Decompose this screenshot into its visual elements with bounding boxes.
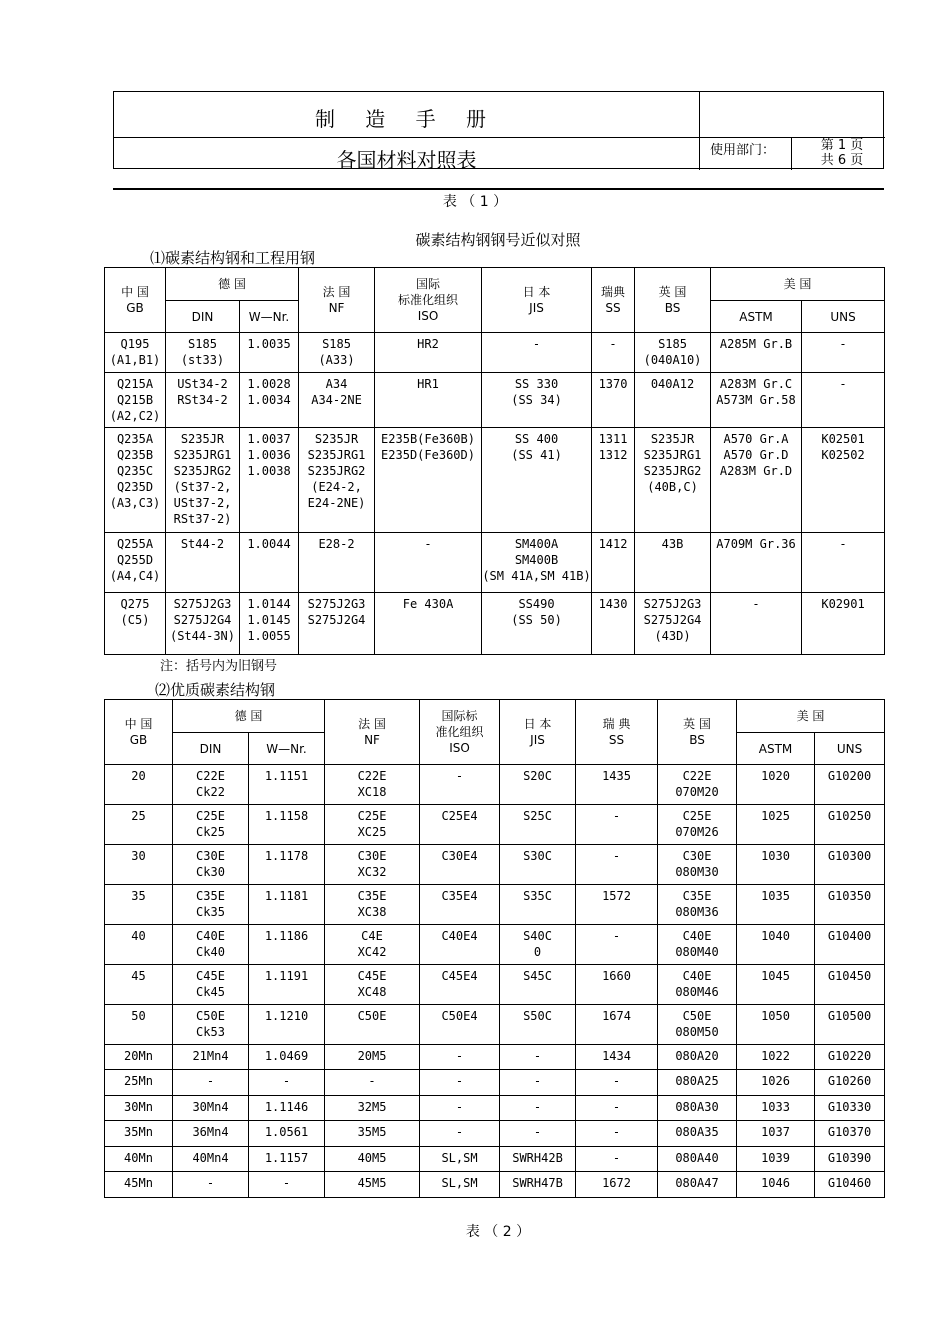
nf-grade-cell: S185 (A33) bbox=[299, 333, 375, 373]
jis-grade-cell: S30C bbox=[500, 845, 576, 885]
table-1-caption: 表 （ 1 ） bbox=[442, 194, 508, 210]
din-grade-cell: 40Mn4 bbox=[173, 1147, 249, 1172]
header-germany: 德 国 bbox=[166, 268, 299, 301]
table-row bbox=[105, 965, 885, 1005]
iso-grade-cell: SL,SM bbox=[420, 1147, 500, 1172]
uns-number-cell: G10300 bbox=[815, 845, 885, 885]
ss-grade-cell: 1311 1312 bbox=[592, 428, 635, 533]
astm-grade-cell: 1033 bbox=[737, 1096, 815, 1121]
astm-grade-cell: A709M Gr.36 bbox=[711, 533, 802, 593]
jis-grade-cell: S40C 0 bbox=[500, 925, 576, 965]
astm-grade-cell: 1026 bbox=[737, 1070, 815, 1096]
bs-grade-cell: 080A47 bbox=[658, 1172, 737, 1198]
wnr-number-cell: 1.1181 bbox=[249, 885, 325, 925]
gb-grade-cell: Q255A Q255D (A4,C4) bbox=[105, 533, 166, 593]
header-din: DIN bbox=[166, 301, 240, 333]
header-astm: ASTM bbox=[737, 733, 815, 765]
jis-grade-cell: - bbox=[500, 1045, 576, 1070]
bs-grade-cell: 080A20 bbox=[658, 1045, 737, 1070]
table-row bbox=[105, 428, 885, 533]
astm-grade-cell: 1046 bbox=[737, 1172, 815, 1198]
page-info bbox=[799, 138, 885, 168]
ss-grade-cell: - bbox=[576, 1096, 658, 1121]
table-row bbox=[105, 1172, 885, 1198]
bs-grade-cell: S275J2G3 S275J2G4 (43D) bbox=[635, 593, 711, 655]
wnr-number-cell: 1.1151 bbox=[249, 765, 325, 805]
header-astm: ASTM bbox=[711, 301, 802, 333]
iso-grade-cell: E235B(Fe360B) E235D(Fe360D) bbox=[375, 428, 482, 533]
ss-grade-cell: - bbox=[592, 333, 635, 373]
gb-grade-cell: Q235A Q235B Q235C Q235D (A3,C3) bbox=[105, 428, 166, 533]
bs-grade-cell: C22E 070M20 bbox=[658, 765, 737, 805]
wnr-number-cell: 1.1186 bbox=[249, 925, 325, 965]
table-row bbox=[105, 925, 885, 965]
header-nf: 法 国 NF bbox=[299, 268, 375, 333]
gb-grade-cell: Q275 (C5) bbox=[105, 593, 166, 655]
document-header bbox=[113, 91, 884, 172]
nf-grade-cell: 40M5 bbox=[325, 1147, 420, 1172]
astm-grade-cell: 1020 bbox=[737, 765, 815, 805]
jis-grade-cell: - bbox=[500, 1096, 576, 1121]
astm-grade-cell: 1040 bbox=[737, 925, 815, 965]
iso-grade-cell: C35E4 bbox=[420, 885, 500, 925]
ss-grade-cell: - bbox=[576, 1147, 658, 1172]
table-row bbox=[105, 333, 885, 373]
bs-grade-cell: C35E 080M36 bbox=[658, 885, 737, 925]
iso-grade-cell: C45E4 bbox=[420, 965, 500, 1005]
astm-grade-cell: A570 Gr.A A570 Gr.D A283M Gr.D bbox=[711, 428, 802, 533]
header-gb: 中 国 GB bbox=[105, 268, 166, 333]
section-2-title: ⑵优质碳素结构钢 bbox=[155, 681, 276, 699]
uns-number-cell: G10220 bbox=[815, 1045, 885, 1070]
ss-grade-cell: - bbox=[576, 845, 658, 885]
jis-grade-cell: S35C bbox=[500, 885, 576, 925]
nf-grade-cell: C45E XC48 bbox=[325, 965, 420, 1005]
header-jis: 日 本 JIS bbox=[482, 268, 592, 333]
din-grade-cell: - bbox=[173, 1172, 249, 1198]
uns-number-cell: K02501 K02502 bbox=[802, 428, 885, 533]
table-row bbox=[105, 533, 885, 593]
din-grade-cell: USt34-2 RSt34-2 bbox=[166, 373, 240, 428]
ss-grade-cell: 1674 bbox=[576, 1005, 658, 1045]
astm-grade-cell: 1030 bbox=[737, 845, 815, 885]
wnr-number-cell: - bbox=[249, 1172, 325, 1198]
bs-grade-cell: 43B bbox=[635, 533, 711, 593]
header-ss: 瑞 典 SS bbox=[576, 700, 658, 765]
jis-grade-cell: SS490 (SS 50) bbox=[482, 593, 592, 655]
gb-grade-cell: 25Mn bbox=[105, 1070, 173, 1096]
header-usa: 美 国 bbox=[711, 268, 885, 301]
table-2-caption: 表 （ 2 ） bbox=[465, 1224, 531, 1240]
nf-grade-cell: S235JR S235JRG1 S235JRG2 (E24-2, E24-2NE) bbox=[299, 428, 375, 533]
header-rule bbox=[113, 188, 884, 190]
din-grade-cell: St44-2 bbox=[166, 533, 240, 593]
table-row bbox=[105, 1147, 885, 1172]
uns-number-cell: G10330 bbox=[815, 1096, 885, 1121]
table-row bbox=[105, 373, 885, 428]
table-1-note: 注：括号内为旧钢号 bbox=[160, 659, 278, 674]
astm-grade-cell: A283M Gr.C A573M Gr.58 bbox=[711, 373, 802, 428]
jis-grade-cell: SS 330 (SS 34) bbox=[482, 373, 592, 428]
iso-grade-cell: - bbox=[420, 1096, 500, 1121]
bs-grade-cell: C25E 070M26 bbox=[658, 805, 737, 845]
table-row bbox=[105, 1121, 885, 1147]
astm-grade-cell: 1050 bbox=[737, 1005, 815, 1045]
header-bs: 英 国 BS bbox=[658, 700, 737, 765]
jis-grade-cell: - bbox=[482, 333, 592, 373]
header-iso: 国际标 准化组织 ISO bbox=[420, 700, 500, 765]
bs-grade-cell: C30E 080M30 bbox=[658, 845, 737, 885]
jis-grade-cell: S20C bbox=[500, 765, 576, 805]
table-row bbox=[105, 1045, 885, 1070]
wnr-number-cell: - bbox=[249, 1070, 325, 1096]
document-title: 各国材料对照表 bbox=[336, 148, 477, 172]
ss-grade-cell: - bbox=[576, 1121, 658, 1147]
wnr-number-cell: 1.1146 bbox=[249, 1096, 325, 1121]
nf-grade-cell: A34 A34-2NE bbox=[299, 373, 375, 428]
din-grade-cell: S275J2G3 S275J2G4 (St44-3N) bbox=[166, 593, 240, 655]
gb-grade-cell: Q215A Q215B (A2,C2) bbox=[105, 373, 166, 428]
wnr-number-cell: 1.1210 bbox=[249, 1005, 325, 1045]
jis-grade-cell: SWRH42B bbox=[500, 1147, 576, 1172]
ss-grade-cell: - bbox=[576, 925, 658, 965]
gb-grade-cell: 45Mn bbox=[105, 1172, 173, 1198]
table-row bbox=[105, 885, 885, 925]
section-1-title: ⑴碳素结构钢和工程用钢 bbox=[150, 249, 316, 267]
astm-grade-cell: 1037 bbox=[737, 1121, 815, 1147]
page-number: 第 1 页 bbox=[820, 138, 864, 153]
uns-number-cell: K02901 bbox=[802, 593, 885, 655]
din-grade-cell: C40E Ck40 bbox=[173, 925, 249, 965]
uns-number-cell: G10400 bbox=[815, 925, 885, 965]
astm-grade-cell: A285M Gr.B bbox=[711, 333, 802, 373]
jis-grade-cell: SS 400 (SS 41) bbox=[482, 428, 592, 533]
header-usa: 美 国 bbox=[737, 700, 885, 733]
ss-grade-cell: - bbox=[576, 1070, 658, 1096]
nf-grade-cell: 35M5 bbox=[325, 1121, 420, 1147]
ss-grade-cell: 1430 bbox=[592, 593, 635, 655]
header-wnr: W—Nr. bbox=[249, 733, 325, 765]
nf-grade-cell: E28-2 bbox=[299, 533, 375, 593]
header-wnr: W—Nr. bbox=[240, 301, 299, 333]
bs-grade-cell: C50E 080M50 bbox=[658, 1005, 737, 1045]
gb-grade-cell: 35 bbox=[105, 885, 173, 925]
gb-grade-cell: 40 bbox=[105, 925, 173, 965]
nf-grade-cell: 32M5 bbox=[325, 1096, 420, 1121]
iso-grade-cell: - bbox=[420, 1121, 500, 1147]
ss-grade-cell: 1672 bbox=[576, 1172, 658, 1198]
header-germany: 德 国 bbox=[173, 700, 325, 733]
astm-grade-cell: 1039 bbox=[737, 1147, 815, 1172]
wnr-number-cell: 1.1178 bbox=[249, 845, 325, 885]
iso-grade-cell: C50E4 bbox=[420, 1005, 500, 1045]
nf-grade-cell: C35E XC38 bbox=[325, 885, 420, 925]
din-grade-cell: - bbox=[173, 1070, 249, 1096]
iso-grade-cell: C40E4 bbox=[420, 925, 500, 965]
din-grade-cell: C30E Ck30 bbox=[173, 845, 249, 885]
uns-number-cell: G10250 bbox=[815, 805, 885, 845]
uns-number-cell: G10390 bbox=[815, 1147, 885, 1172]
header-jis: 日 本 JIS bbox=[500, 700, 576, 765]
jis-grade-cell: S45C bbox=[500, 965, 576, 1005]
din-grade-cell: S235JR S235JRG1 S235JRG2 (St37-2, USt37-2, RSt37-2) bbox=[166, 428, 240, 533]
bs-grade-cell: 080A35 bbox=[658, 1121, 737, 1147]
astm-grade-cell: 1025 bbox=[737, 805, 815, 845]
table-row bbox=[105, 845, 885, 885]
ss-grade-cell: - bbox=[576, 805, 658, 845]
carbon-steel-table bbox=[104, 267, 885, 655]
nf-grade-cell: 20M5 bbox=[325, 1045, 420, 1070]
ss-grade-cell: 1572 bbox=[576, 885, 658, 925]
iso-grade-cell: C30E4 bbox=[420, 845, 500, 885]
uns-number-cell: - bbox=[802, 533, 885, 593]
din-grade-cell: 36Mn4 bbox=[173, 1121, 249, 1147]
table-row bbox=[105, 765, 885, 805]
din-grade-cell: C35E Ck35 bbox=[173, 885, 249, 925]
iso-grade-cell: HR2 bbox=[375, 333, 482, 373]
gb-grade-cell: 35Mn bbox=[105, 1121, 173, 1147]
wnr-number-cell: 1.0144 1.0145 1.0055 bbox=[240, 593, 299, 655]
ss-grade-cell: 1412 bbox=[592, 533, 635, 593]
department-label: 使用部门： bbox=[710, 143, 776, 158]
header-nf: 法 国 NF bbox=[325, 700, 420, 765]
uns-number-cell: G10350 bbox=[815, 885, 885, 925]
iso-grade-cell: - bbox=[420, 1045, 500, 1070]
bs-grade-cell: S185 (040A10) bbox=[635, 333, 711, 373]
din-grade-cell: C22E Ck22 bbox=[173, 765, 249, 805]
gb-grade-cell: 20Mn bbox=[105, 1045, 173, 1070]
quality-carbon-steel-table bbox=[104, 699, 885, 1198]
header-din: DIN bbox=[173, 733, 249, 765]
iso-grade-cell: - bbox=[420, 1070, 500, 1096]
uns-number-cell: G10500 bbox=[815, 1005, 885, 1045]
gb-grade-cell: 40Mn bbox=[105, 1147, 173, 1172]
header-bs: 英 国 BS bbox=[635, 268, 711, 333]
gb-grade-cell: 30 bbox=[105, 845, 173, 885]
iso-grade-cell: Fe 430A bbox=[375, 593, 482, 655]
header-uns: UNS bbox=[815, 733, 885, 765]
nf-grade-cell: - bbox=[325, 1070, 420, 1096]
wnr-number-cell: 1.0037 1.0036 1.0038 bbox=[240, 428, 299, 533]
astm-grade-cell: 1045 bbox=[737, 965, 815, 1005]
uns-number-cell: - bbox=[802, 373, 885, 428]
iso-grade-cell: C25E4 bbox=[420, 805, 500, 845]
din-grade-cell: 30Mn4 bbox=[173, 1096, 249, 1121]
jis-grade-cell: SWRH47B bbox=[500, 1172, 576, 1198]
astm-grade-cell: - bbox=[711, 593, 802, 655]
jis-grade-cell: - bbox=[500, 1121, 576, 1147]
ss-grade-cell: 1370 bbox=[592, 373, 635, 428]
bs-grade-cell: C40E 080M40 bbox=[658, 925, 737, 965]
nf-grade-cell: 45M5 bbox=[325, 1172, 420, 1198]
table-row bbox=[105, 593, 885, 655]
jis-grade-cell: S50C bbox=[500, 1005, 576, 1045]
table-row bbox=[105, 1005, 885, 1045]
ss-grade-cell: 1660 bbox=[576, 965, 658, 1005]
wnr-number-cell: 1.0561 bbox=[249, 1121, 325, 1147]
header-iso: 国际 标准化组织 ISO bbox=[375, 268, 482, 333]
bs-grade-cell: 080A40 bbox=[658, 1147, 737, 1172]
ss-grade-cell: 1435 bbox=[576, 765, 658, 805]
wnr-number-cell: 1.0035 bbox=[240, 333, 299, 373]
gb-grade-cell: Q195 (A1,B1) bbox=[105, 333, 166, 373]
iso-grade-cell: - bbox=[420, 765, 500, 805]
nf-grade-cell: C4E XC42 bbox=[325, 925, 420, 965]
nf-grade-cell: C50E bbox=[325, 1005, 420, 1045]
wnr-number-cell: 1.0044 bbox=[240, 533, 299, 593]
page-total: 共 6 页 bbox=[820, 153, 864, 168]
astm-grade-cell: 1022 bbox=[737, 1045, 815, 1070]
nf-grade-cell: C25E XC25 bbox=[325, 805, 420, 845]
jis-grade-cell: S25C bbox=[500, 805, 576, 845]
gb-grade-cell: 45 bbox=[105, 965, 173, 1005]
astm-grade-cell: 1035 bbox=[737, 885, 815, 925]
wnr-number-cell: 1.0469 bbox=[249, 1045, 325, 1070]
header-uns: UNS bbox=[802, 301, 885, 333]
uns-number-cell: G10460 bbox=[815, 1172, 885, 1198]
uns-number-cell: G10450 bbox=[815, 965, 885, 1005]
din-grade-cell: 21Mn4 bbox=[173, 1045, 249, 1070]
table-row bbox=[105, 805, 885, 845]
nf-grade-cell: C22E XC18 bbox=[325, 765, 420, 805]
din-grade-cell: C25E Ck25 bbox=[173, 805, 249, 845]
gb-grade-cell: 30Mn bbox=[105, 1096, 173, 1121]
wnr-number-cell: 1.0028 1.0034 bbox=[240, 373, 299, 428]
nf-grade-cell: C30E XC32 bbox=[325, 845, 420, 885]
table-row bbox=[105, 1096, 885, 1121]
header-ss: 瑞典 SS bbox=[592, 268, 635, 333]
manual-title: 制 造 手 册 bbox=[314, 107, 499, 131]
bs-grade-cell: 040A12 bbox=[635, 373, 711, 428]
table-1-title: 碳素结构钢钢号近似对照 bbox=[415, 231, 581, 249]
iso-grade-cell: HR1 bbox=[375, 373, 482, 428]
wnr-number-cell: 1.1191 bbox=[249, 965, 325, 1005]
iso-grade-cell: - bbox=[375, 533, 482, 593]
wnr-number-cell: 1.1157 bbox=[249, 1147, 325, 1172]
wnr-number-cell: 1.1158 bbox=[249, 805, 325, 845]
jis-grade-cell: - bbox=[500, 1070, 576, 1096]
table-row bbox=[105, 1070, 885, 1096]
iso-grade-cell: SL,SM bbox=[420, 1172, 500, 1198]
din-grade-cell: C45E Ck45 bbox=[173, 965, 249, 1005]
gb-grade-cell: 20 bbox=[105, 765, 173, 805]
uns-number-cell: G10260 bbox=[815, 1070, 885, 1096]
uns-number-cell: - bbox=[802, 333, 885, 373]
bs-grade-cell: 080A30 bbox=[658, 1096, 737, 1121]
din-grade-cell: C50E Ck53 bbox=[173, 1005, 249, 1045]
header-gb: 中 国 GB bbox=[105, 700, 173, 765]
uns-number-cell: G10370 bbox=[815, 1121, 885, 1147]
jis-grade-cell: SM400A SM400B (SM 41A,SM 41B) bbox=[482, 533, 592, 593]
din-grade-cell: S185 (st33) bbox=[166, 333, 240, 373]
bs-grade-cell: C40E 080M46 bbox=[658, 965, 737, 1005]
uns-number-cell: G10200 bbox=[815, 765, 885, 805]
ss-grade-cell: 1434 bbox=[576, 1045, 658, 1070]
nf-grade-cell: S275J2G3 S275J2G4 bbox=[299, 593, 375, 655]
bs-grade-cell: S235JR S235JRG1 S235JRG2 (40B,C) bbox=[635, 428, 711, 533]
gb-grade-cell: 50 bbox=[105, 1005, 173, 1045]
bs-grade-cell: 080A25 bbox=[658, 1070, 737, 1096]
gb-grade-cell: 25 bbox=[105, 805, 173, 845]
